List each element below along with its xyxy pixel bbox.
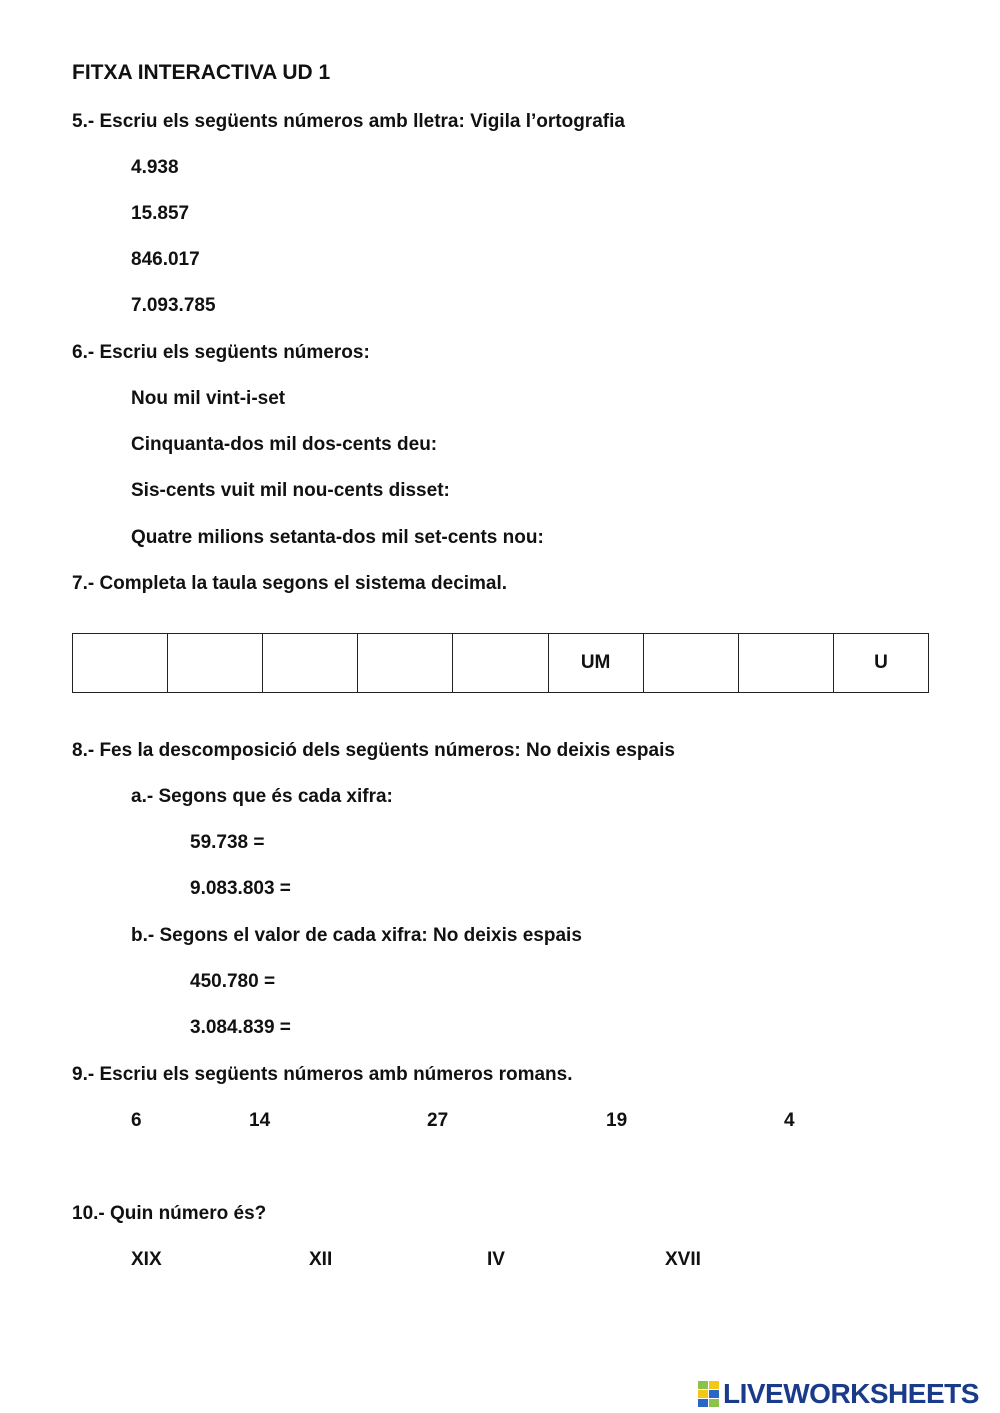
decimal-table-row [73,634,929,693]
decimal-cell-u: U [833,634,928,693]
decimal-cell-7[interactable] [643,634,738,693]
liveworksheets-logo [698,1378,979,1410]
q6-phrase-2: Cinquanta-dos mil dos-cents deu: [131,434,438,455]
q9-number-1: 6 [131,1110,142,1131]
q10-heading: 10.- Quin número és? [72,1203,267,1224]
q10-roman-4: XVII [665,1249,701,1270]
q5-number-1: 4.938 [131,157,179,178]
q9-number-3: 27 [427,1110,449,1131]
q10-roman-3: IV [487,1249,505,1270]
q9-number-5: 4 [784,1110,795,1131]
q8b-item-2: 3.084.839 = [190,1017,291,1038]
q9-number-2: 14 [249,1110,271,1131]
q6-phrase-4: Quatre milions setanta-dos mil set-cents nou: [131,527,544,548]
decimal-cell-4[interactable] [358,634,453,693]
decimal-cell-5[interactable] [453,634,548,693]
q6-phrase-1: Nou mil vint-i-set [131,388,286,409]
q8-heading: 8.- Fes la descomposició dels següents números: No deixis espais [72,740,675,761]
q6-phrase-3: Sis-cents vuit mil nou-cents disset: [131,480,450,501]
decimal-cell-8[interactable] [738,634,833,693]
decimal-cell-1[interactable] [73,634,168,693]
q10-roman-1: XIX [131,1249,162,1270]
q7-heading: 7.- Completa la taula segons el sistema decimal. [72,573,508,594]
q5-number-4: 7.093.785 [131,295,216,316]
q8a-item-2: 9.083.803 = [190,878,291,899]
liveworksheets-logo-icon [698,1381,720,1407]
q5-heading: 5.- Escriu els següents números amb lletra: Vigila l’ortografia [72,111,625,132]
q8b-item-1: 450.780 = [190,971,276,992]
decimal-cell-um: UM [548,634,643,693]
liveworksheets-brand-text: LIVEWORKSHEETS [723,1378,979,1409]
q5-number-3: 846.017 [131,249,200,270]
q9-heading: 9.- Escriu els següents números amb números romans. [72,1064,573,1085]
q10-roman-2: XII [309,1249,333,1270]
q6-heading: 6.- Escriu els següents números: [72,342,370,363]
q9-number-4: 19 [606,1110,628,1131]
page-title: FITXA INTERACTIVA UD 1 [72,61,331,84]
decimal-place-table [72,633,929,693]
decimal-cell-2[interactable] [168,634,263,693]
q8b-label: b.- Segons el valor de cada xifra: No deixis espais [131,925,582,946]
q5-number-2: 15.857 [131,203,190,224]
q8a-label: a.- Segons que és cada xifra: [131,786,393,807]
decimal-cell-3[interactable] [263,634,358,693]
q8a-item-1: 59.738 = [190,832,265,853]
